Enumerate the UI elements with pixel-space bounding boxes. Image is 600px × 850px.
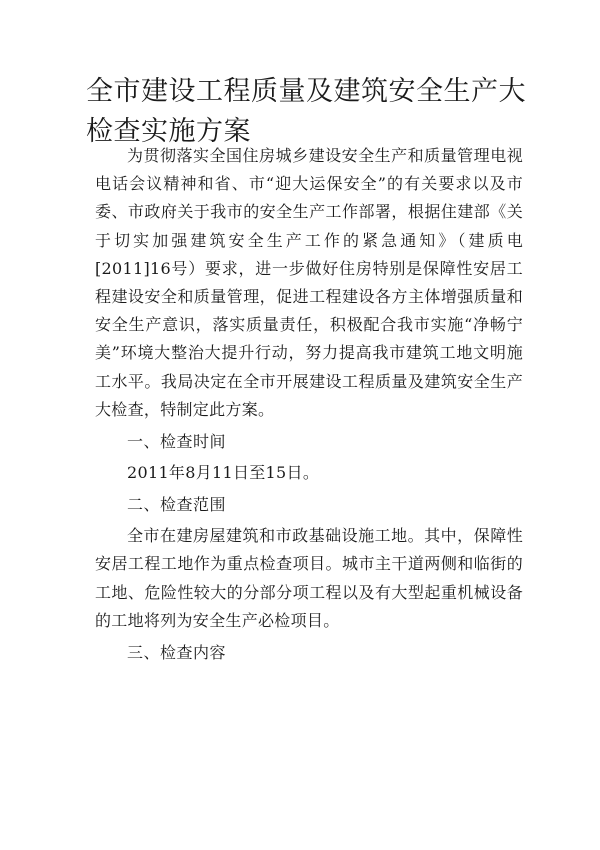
section-inspection-content (95, 639, 523, 667)
section-inspection-time (95, 428, 523, 487)
section-text: 全市在建房屋建筑和市政基础设施工地。其中，保障性安居工程工地作为重点检查项目。城市主干道两侧和临街的工地、危险性较大的分部分项工程以及有大型起重机械设备的工地将列为安全生产必检项目。 (95, 526, 523, 630)
document-title: 全市建设工程质量及建筑安全生产大检查实施方案 (86, 76, 526, 147)
section-inspection-scope (95, 491, 523, 635)
section-heading: 三、检查内容 (127, 643, 227, 663)
section-text: 2011年8月11日至15日。 (127, 463, 320, 483)
document-body (95, 142, 523, 670)
section-heading: 二、检查范围 (127, 495, 227, 515)
intro-paragraph: 为贯彻落实全国住房城乡建设安全生产和质量管理电视电话会议精神和省、市“迎大运保安全”的有关要求以及市委、市政府关于我市的安全生产工作部署，根据住建部《关于切实加强建筑安全生产工作的紧急通知》（建质电[2011]16号）要求，进一步做好住房特别是保障性安居工程建设安全和质量管理，促进工程建设各方主体增强质量和安全生产意识，落实质量责任，积极配合我市实施“净畅宁美”环境大整治大提升行动，努力提高我市建筑工地文明施工水平。我局决定在全市开展建设工程质量及建筑安全生产大检查，特制定此方案。 (95, 146, 523, 419)
section-heading: 一、检查时间 (127, 432, 227, 452)
